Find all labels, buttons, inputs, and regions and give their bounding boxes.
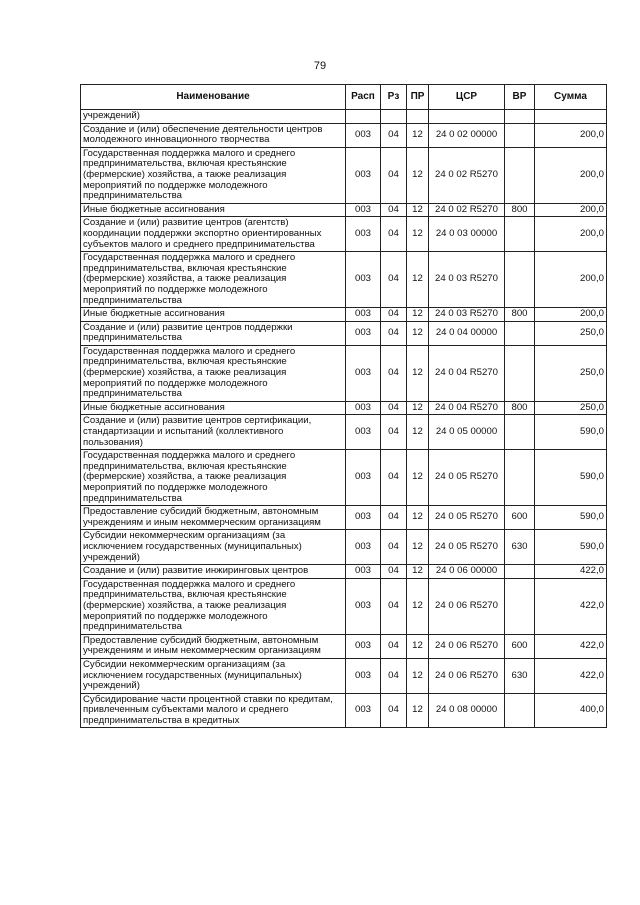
cell-rz: 04 — [381, 415, 407, 450]
cell-name: Создание и (или) обеспечение деятельности центров молодежного инновационного творчества — [81, 123, 346, 147]
cell-sum: 250,0 — [535, 345, 607, 401]
cell-name: Субсидии некоммерческим организациям (за исключением государственных (муниципальных) учреждений) — [81, 658, 346, 693]
cell-vr — [505, 415, 535, 450]
table-row — [81, 693, 607, 728]
header-csr: ЦСР — [429, 85, 505, 110]
cell-csr: 24 0 03 R5270 — [429, 308, 505, 322]
table-row — [81, 203, 607, 217]
cell-sum: 422,0 — [535, 634, 607, 658]
cell-vr — [505, 345, 535, 401]
cell-rasp: 003 — [346, 321, 381, 345]
cell-rasp: 003 — [346, 123, 381, 147]
cell-pr: 12 — [407, 345, 429, 401]
cell-name: Иные бюджетные ассигнования — [81, 203, 346, 217]
cell-vr: 600 — [505, 506, 535, 530]
cell-csr: 24 0 02 00000 — [429, 123, 505, 147]
cell-rz: 04 — [381, 401, 407, 415]
cell-name: Государственная поддержка малого и среднего предпринимательства, включая крестьянские (фермерские) хозяйства, а также реализация мероприятий по поддержке молодежного предпринимательства — [81, 450, 346, 506]
cell-rz — [381, 110, 407, 124]
cell-pr: 12 — [407, 658, 429, 693]
cell-csr: 24 0 06 R5270 — [429, 634, 505, 658]
cell-sum: 422,0 — [535, 578, 607, 634]
cell-csr: 24 0 02 R5270 — [429, 203, 505, 217]
cell-vr: 630 — [505, 658, 535, 693]
table-row — [81, 530, 607, 565]
table-row — [81, 401, 607, 415]
cell-sum: 590,0 — [535, 506, 607, 530]
cell-rz: 04 — [381, 530, 407, 565]
cell-vr — [505, 110, 535, 124]
cell-csr: 24 0 04 R5270 — [429, 345, 505, 401]
cell-sum: 590,0 — [535, 530, 607, 565]
cell-name: Создание и (или) развитие центров поддержки предпринимательства — [81, 321, 346, 345]
cell-vr — [505, 578, 535, 634]
cell-name: Государственная поддержка малого и среднего предпринимательства, включая крестьянские (фермерские) хозяйства, а также реализация мероприятий по поддержке молодежного предпринимательства — [81, 578, 346, 634]
cell-pr: 12 — [407, 308, 429, 322]
cell-name: Предоставление субсидий бюджетным, автономным учреждениям и иным некоммерческим организациям — [81, 634, 346, 658]
table-row — [81, 415, 607, 450]
cell-rasp: 003 — [346, 203, 381, 217]
table-row — [81, 123, 607, 147]
cell-rz: 04 — [381, 252, 407, 308]
cell-pr: 12 — [407, 693, 429, 728]
cell-pr: 12 — [407, 530, 429, 565]
cell-vr: 800 — [505, 401, 535, 415]
cell-pr: 12 — [407, 401, 429, 415]
cell-csr: 24 0 04 00000 — [429, 321, 505, 345]
table-row — [81, 110, 607, 124]
cell-csr: 24 0 05 00000 — [429, 415, 505, 450]
header-rasp: Расп — [346, 85, 381, 110]
cell-sum: 200,0 — [535, 123, 607, 147]
cell-rasp: 003 — [346, 450, 381, 506]
table-row — [81, 506, 607, 530]
cell-csr: 24 0 02 R5270 — [429, 147, 505, 203]
cell-name: Субсидии некоммерческим организациям (за исключением государственных (муниципальных) учреждений) — [81, 530, 346, 565]
cell-rasp — [346, 110, 381, 124]
cell-sum: 590,0 — [535, 450, 607, 506]
cell-vr — [505, 565, 535, 579]
cell-vr — [505, 252, 535, 308]
cell-sum: 200,0 — [535, 203, 607, 217]
cell-rz: 04 — [381, 658, 407, 693]
page-number: 79 — [313, 60, 327, 72]
cell-name: Создание и (или) развитие инжиринговых центров — [81, 565, 346, 579]
table-row — [81, 252, 607, 308]
cell-vr: 800 — [505, 203, 535, 217]
cell-pr: 12 — [407, 217, 429, 252]
cell-vr — [505, 321, 535, 345]
cell-csr: 24 0 06 R5270 — [429, 578, 505, 634]
cell-vr — [505, 450, 535, 506]
table-header-row — [81, 85, 607, 110]
cell-sum: 200,0 — [535, 252, 607, 308]
cell-pr: 12 — [407, 203, 429, 217]
cell-sum: 422,0 — [535, 565, 607, 579]
cell-rz: 04 — [381, 203, 407, 217]
cell-pr: 12 — [407, 634, 429, 658]
cell-sum: 200,0 — [535, 217, 607, 252]
cell-rasp: 003 — [346, 147, 381, 203]
table-row — [81, 578, 607, 634]
table-body — [81, 110, 607, 728]
cell-rasp: 003 — [346, 634, 381, 658]
table-row — [81, 565, 607, 579]
cell-rasp: 003 — [346, 530, 381, 565]
cell-vr — [505, 693, 535, 728]
cell-sum — [535, 110, 607, 124]
cell-name: Государственная поддержка малого и среднего предпринимательства, включая крестьянские (фермерские) хозяйства, а также реализация мероприятий по поддержке молодежного предпринимательства — [81, 345, 346, 401]
cell-rasp: 003 — [346, 217, 381, 252]
cell-rz: 04 — [381, 450, 407, 506]
header-rz: Рз — [381, 85, 407, 110]
table-row — [81, 345, 607, 401]
cell-name: Субсидирование части процентной ставки по кредитам, привлеченным субъектами малого и среднего предпринимательства в кредитных — [81, 693, 346, 728]
cell-rz: 04 — [381, 321, 407, 345]
cell-pr: 12 — [407, 252, 429, 308]
table-row — [81, 308, 607, 322]
cell-pr: 12 — [407, 506, 429, 530]
budget-table — [80, 84, 607, 728]
header-sum: Сумма — [535, 85, 607, 110]
cell-csr: 24 0 05 R5270 — [429, 450, 505, 506]
cell-sum: 250,0 — [535, 321, 607, 345]
cell-vr: 800 — [505, 308, 535, 322]
header-name: Наименование — [81, 85, 346, 110]
table-row — [81, 147, 607, 203]
table-row — [81, 450, 607, 506]
cell-pr: 12 — [407, 321, 429, 345]
cell-csr — [429, 110, 505, 124]
cell-sum: 590,0 — [535, 415, 607, 450]
cell-rasp: 003 — [346, 401, 381, 415]
cell-rasp: 003 — [346, 506, 381, 530]
cell-rasp: 003 — [346, 345, 381, 401]
cell-vr — [505, 147, 535, 203]
cell-name: Государственная поддержка малого и среднего предпринимательства, включая крестьянские (фермерские) хозяйства, а также реализация мероприятий по поддержке молодежного предпринимательства — [81, 252, 346, 308]
table-row — [81, 217, 607, 252]
cell-rz: 04 — [381, 345, 407, 401]
cell-sum: 400,0 — [535, 693, 607, 728]
cell-sum: 200,0 — [535, 147, 607, 203]
cell-rasp: 003 — [346, 578, 381, 634]
cell-rz: 04 — [381, 693, 407, 728]
cell-rasp: 003 — [346, 565, 381, 579]
cell-name: Иные бюджетные ассигнования — [81, 308, 346, 322]
cell-rz: 04 — [381, 565, 407, 579]
header-vr: ВР — [505, 85, 535, 110]
cell-pr: 12 — [407, 578, 429, 634]
cell-csr: 24 0 03 00000 — [429, 217, 505, 252]
cell-vr — [505, 217, 535, 252]
cell-vr — [505, 123, 535, 147]
cell-csr: 24 0 06 00000 — [429, 565, 505, 579]
cell-csr: 24 0 04 R5270 — [429, 401, 505, 415]
cell-csr: 24 0 08 00000 — [429, 693, 505, 728]
cell-pr: 12 — [407, 450, 429, 506]
cell-vr: 630 — [505, 530, 535, 565]
cell-rz: 04 — [381, 634, 407, 658]
cell-pr: 12 — [407, 123, 429, 147]
table-row — [81, 634, 607, 658]
cell-rasp: 003 — [346, 415, 381, 450]
cell-name: Создание и (или) развитие центров сертификации, стандартизации и испытаний (коллективного пользования) — [81, 415, 346, 450]
cell-vr: 600 — [505, 634, 535, 658]
cell-csr: 24 0 05 R5270 — [429, 530, 505, 565]
cell-rz: 04 — [381, 123, 407, 147]
cell-rz: 04 — [381, 578, 407, 634]
cell-name: Иные бюджетные ассигнования — [81, 401, 346, 415]
cell-rasp: 003 — [346, 252, 381, 308]
cell-pr: 12 — [407, 147, 429, 203]
cell-sum: 250,0 — [535, 401, 607, 415]
header-pr: ПР — [407, 85, 429, 110]
cell-pr: 12 — [407, 415, 429, 450]
table-row — [81, 321, 607, 345]
cell-rasp: 003 — [346, 658, 381, 693]
cell-pr — [407, 110, 429, 124]
cell-rasp: 003 — [346, 693, 381, 728]
cell-name: учреждений) — [81, 110, 346, 124]
cell-rz: 04 — [381, 217, 407, 252]
cell-name: Создание и (или) развитие центров (агентств) координации поддержки экспортно ориентированных субъектов малого и среднего предпринимательства — [81, 217, 346, 252]
cell-sum: 422,0 — [535, 658, 607, 693]
cell-rz: 04 — [381, 506, 407, 530]
cell-rz: 04 — [381, 147, 407, 203]
cell-csr: 24 0 05 R5270 — [429, 506, 505, 530]
cell-rz: 04 — [381, 308, 407, 322]
table-row — [81, 658, 607, 693]
cell-csr: 24 0 03 R5270 — [429, 252, 505, 308]
cell-sum: 200,0 — [535, 308, 607, 322]
cell-name: Государственная поддержка малого и среднего предпринимательства, включая крестьянские (фермерские) хозяйства, а также реализация мероприятий по поддержке молодежного предпринимательства — [81, 147, 346, 203]
cell-rasp: 003 — [346, 308, 381, 322]
cell-csr: 24 0 06 R5270 — [429, 658, 505, 693]
cell-name: Предоставление субсидий бюджетным, автономным учреждениям и иным некоммерческим организациям — [81, 506, 346, 530]
cell-pr: 12 — [407, 565, 429, 579]
